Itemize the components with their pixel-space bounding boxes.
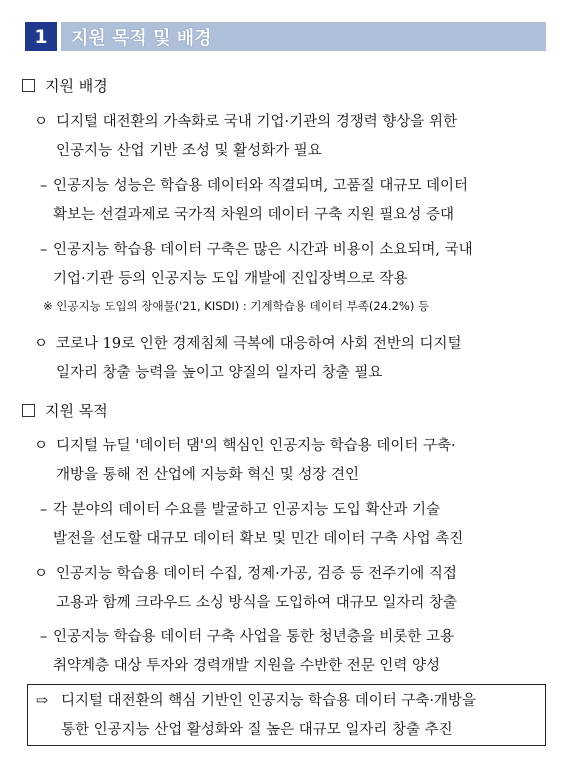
- list-item: [40, 623, 454, 681]
- list-item: [34, 432, 456, 490]
- list-item: [34, 330, 462, 388]
- arrow-right-icon: ⇨: [36, 693, 49, 709]
- checkbox-square-icon: [22, 79, 35, 92]
- list-item-text: 디지털 대전환의 가속화로 국내 기업·기관의 경쟁력 향상을 위한: [56, 114, 458, 130]
- section-title-bar: [25, 22, 546, 51]
- subsection-heading-label: 지원 배경: [45, 77, 108, 95]
- list-item-text: 인공지능 학습용 데이터 구축 사업을 통한 청년층을 비롯한 고용: [53, 629, 455, 645]
- list-item: [40, 236, 473, 294]
- section-title: 지원 목적 및 배경: [61, 22, 546, 51]
- summary-box: [27, 684, 546, 746]
- subsection-heading-label: 지원 목적: [45, 402, 108, 420]
- list-item-text: 인공지능 학습용 데이터 구축은 많은 시간과 비용이 소요되며, 국내: [53, 242, 473, 258]
- list-item: [34, 560, 457, 618]
- list-item-text: 확보는 선결과제로 국가적 차원의 데이터 구축 지원 필요성 증대: [53, 207, 455, 223]
- list-item-text: 개방을 통해 전 산업에 지능화 혁신 및 성장 견인: [56, 467, 360, 483]
- list-item-text: 각 분야의 데이터 수요를 발굴하고 인공지능 도입 확산과 기술: [53, 502, 441, 518]
- dash-bullet-icon: –: [40, 629, 48, 645]
- list-item-text: 고용과 함께 크라우드 소싱 방식을 도입하여 대규모 일자리 창출: [56, 595, 458, 611]
- list-item-text: 디지털 뉴딜 '데이터 댐'의 핵심인 인공지능 학습용 데이터 구축·: [56, 438, 456, 454]
- list-item: [40, 172, 468, 230]
- dash-bullet-icon: –: [40, 242, 48, 258]
- list-item-text: 기업·기관 등의 인공지능 도입 개발에 진입장벽으로 작용: [53, 271, 408, 287]
- dash-bullet-icon: –: [40, 502, 48, 518]
- footnote: ※ 인공지능 도입의 장애물('21, KISDI) : 기계학습용 데이터 부족(24.2%) 등: [43, 299, 430, 313]
- list-item: [34, 108, 457, 166]
- list-item-text: 인공지능 산업 기반 조성 및 활성화가 필요: [56, 143, 322, 159]
- circle-bullet-icon: ㅇ: [34, 566, 49, 582]
- summary-line: 통한 인공지능 산업 활성화와 질 높은 대규모 일자리 창출 추진: [61, 722, 453, 738]
- summary-line: 디지털 대전환의 핵심 기반인 인공지능 학습용 데이터 구축·개방을: [61, 693, 477, 709]
- list-item-text: 취약계층 대상 투자와 경력개발 지원을 수반한 전문 인력 양성: [53, 658, 441, 674]
- list-item-text: 인공지능 성능은 학습용 데이터와 직결되며, 고품질 대규모 데이터: [53, 178, 469, 194]
- circle-bullet-icon: ㅇ: [34, 336, 49, 352]
- list-item-text: 인공지능 학습용 데이터 수집, 정제·가공, 검증 등 전주기에 직접: [56, 566, 457, 582]
- section-number: 1: [25, 22, 57, 51]
- checkbox-square-icon: [22, 404, 35, 417]
- dash-bullet-icon: –: [40, 178, 48, 194]
- subsection-heading-background: [22, 75, 108, 96]
- list-item-text: 일자리 창출 능력을 높이고 양질의 일자리 창출 필요: [56, 365, 383, 381]
- summary-text: [36, 687, 476, 745]
- list-item: [40, 496, 463, 554]
- circle-bullet-icon: ㅇ: [34, 114, 49, 130]
- subsection-heading-purpose: [22, 400, 108, 421]
- list-item-text: 코로나 19로 인한 경제침체 극복에 대응하여 사회 전반의 디지털: [56, 336, 462, 352]
- circle-bullet-icon: ㅇ: [34, 438, 49, 454]
- list-item-text: 발전을 선도할 대규모 데이터 확보 및 민간 데이터 구축 사업 촉진: [53, 531, 464, 547]
